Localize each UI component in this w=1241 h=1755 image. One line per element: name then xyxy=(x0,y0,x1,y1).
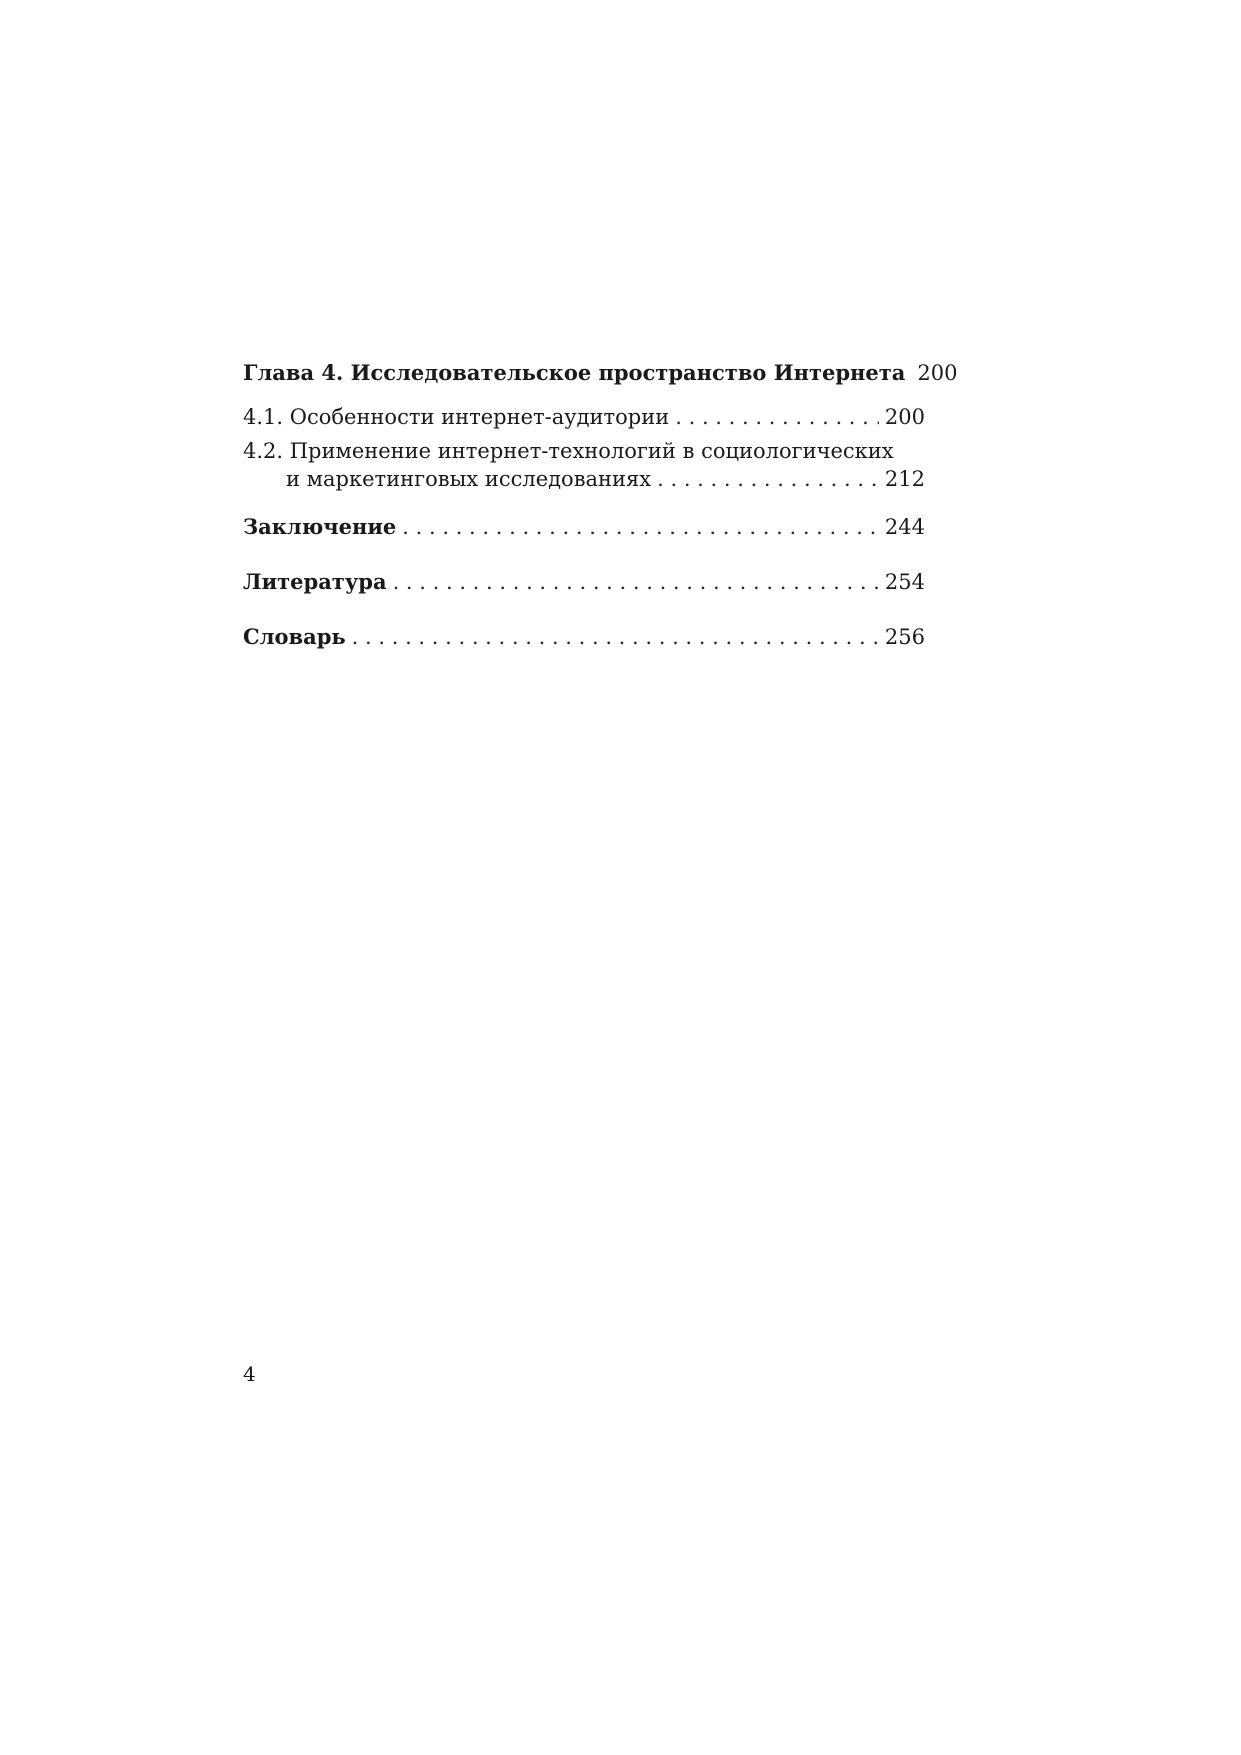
toc-entry-page: 200 xyxy=(917,361,958,385)
toc-entry-title: Глава 4. Исследовательское пространство Интернета xyxy=(243,360,906,385)
toc-entry-title-line-2: и маркетинговых исследованиях xyxy=(286,467,652,491)
toc-entry-glossary xyxy=(243,622,925,652)
toc-entry-page: 256 xyxy=(884,625,925,649)
toc-entry-section-4-2 xyxy=(243,436,925,494)
toc-entry-title: 4.1. Особенности интернет-аудитории xyxy=(243,405,670,429)
toc-entry-title: Заключение xyxy=(243,514,397,539)
toc-entry-conclusion xyxy=(243,512,925,542)
toc-entry-title-line-2-row xyxy=(243,464,925,494)
dot-leader xyxy=(352,622,879,652)
table-of-contents xyxy=(243,358,958,652)
toc-entry-title: Словарь xyxy=(243,624,346,649)
toc-entry-chapter-4 xyxy=(243,358,958,388)
toc-entry-title-line-1: 4.2. Применение интернет-технологий в социологических xyxy=(243,439,894,463)
dot-leader xyxy=(675,402,879,432)
toc-entry-page: 200 xyxy=(884,405,925,429)
toc-entry-title: Литература xyxy=(243,569,387,594)
page-number: 4 xyxy=(243,1362,256,1386)
toc-entry-page: 254 xyxy=(884,570,925,594)
dot-leader xyxy=(393,567,879,597)
dot-leader xyxy=(657,464,879,494)
toc-entry-section-4-1 xyxy=(243,402,925,432)
toc-entry-literature xyxy=(243,567,925,597)
toc-entry-page: 244 xyxy=(884,515,925,539)
toc-entry-page: 212 xyxy=(884,467,925,491)
dot-leader xyxy=(402,512,879,542)
